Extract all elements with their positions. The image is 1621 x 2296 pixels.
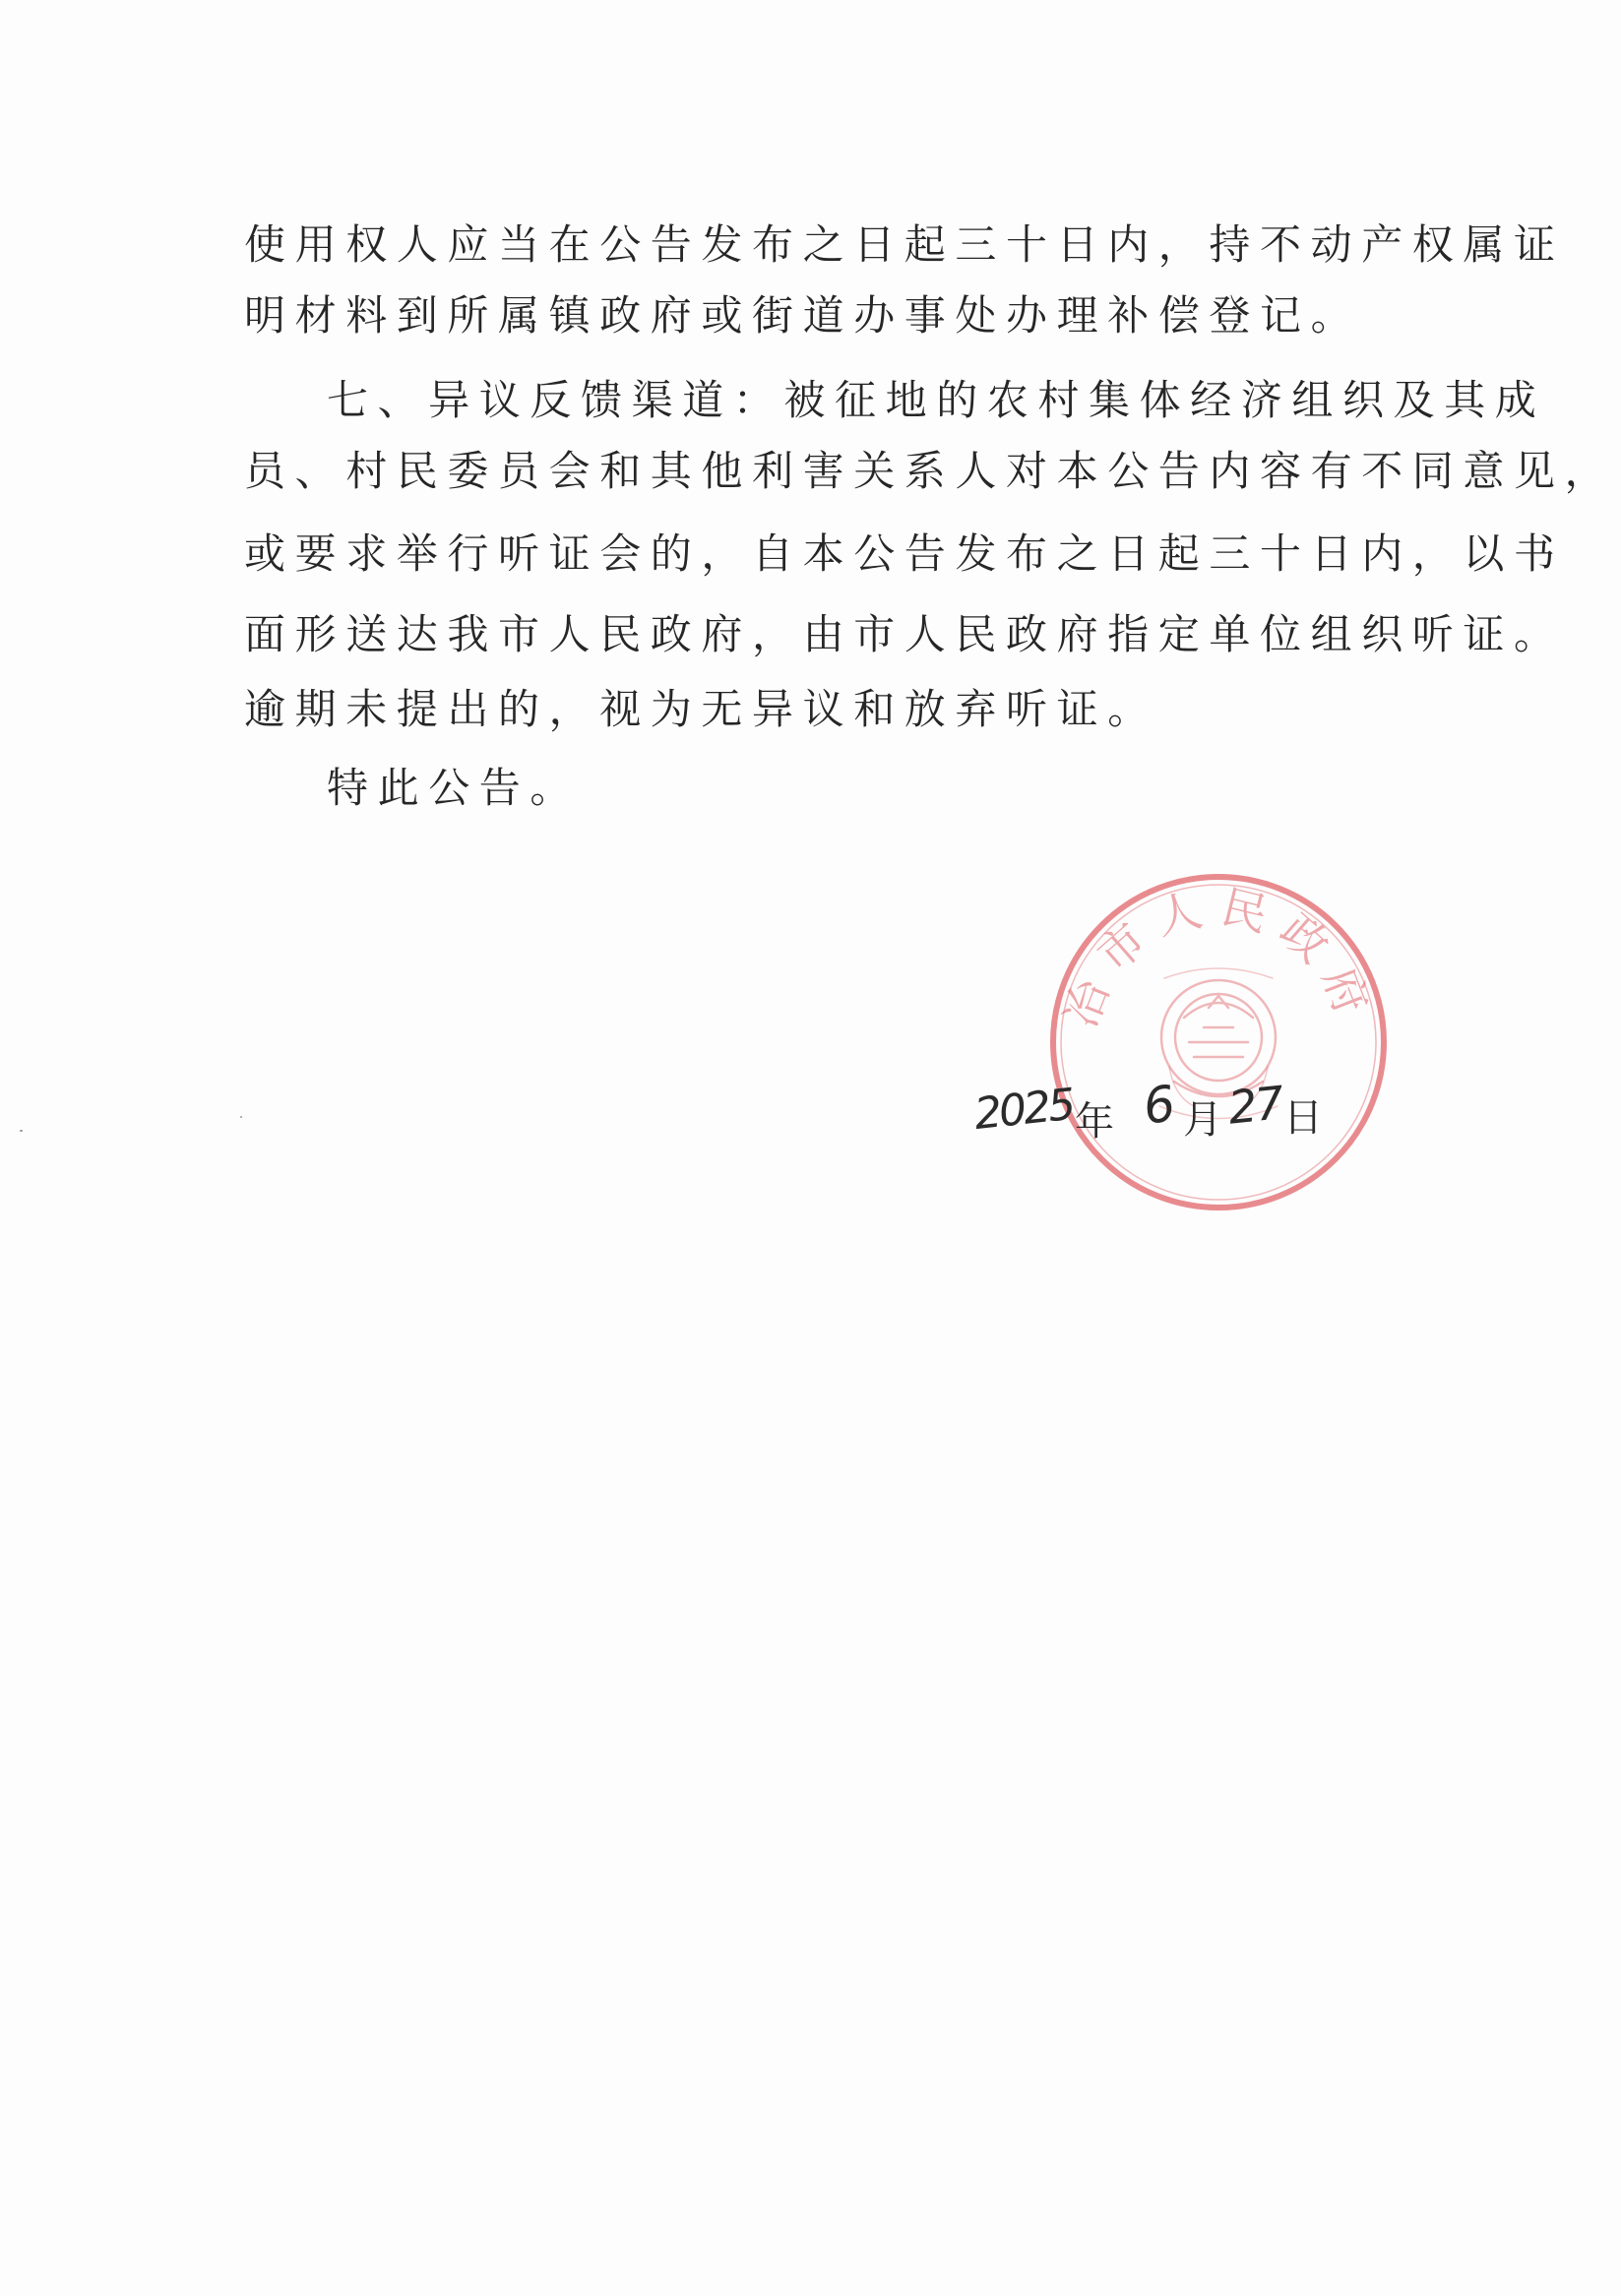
paragraph-line: 使用权人应当在公告发布之日起三十日内，持不动产权属证 — [244, 220, 1565, 269]
paragraph-line: 逾期未提出的，视为无异议和放弃听证。 — [244, 685, 1158, 733]
scan-speck — [240, 1116, 242, 1118]
seal-text: 冶市人民政府 — [1053, 879, 1384, 1034]
official-seal — [1046, 870, 1391, 1214]
date-year-unit: 年 — [1075, 1099, 1114, 1145]
paragraph-line: 明材料到所属镇政府或街道办事处办理补偿登记。 — [244, 291, 1362, 340]
closing-line: 特此公告。 — [327, 764, 582, 812]
date-month: 6 — [1140, 1075, 1179, 1136]
paragraph-line: 七、异议反馈渠道：被征地的农村集体经济组织及其成 — [327, 376, 1546, 424]
paragraph-line: 面形送达我市人民政府，由市人民政府指定单位组织听证。 — [244, 610, 1565, 658]
paragraph-line: 或要求举行听证会的，自本公告发布之日起三十日内，以书 — [244, 529, 1565, 578]
date-month-unit: 月 — [1183, 1097, 1222, 1143]
date-day: 27 — [1225, 1076, 1285, 1135]
scan-speck — [20, 1130, 23, 1132]
date-year: 2025 — [971, 1079, 1076, 1141]
signature-date — [971, 1075, 1329, 1146]
paragraph-line: 员、村民委员会和其他利害关系人对本公告内容有不同意见， — [244, 447, 1616, 495]
date-day-unit: 日 — [1283, 1095, 1323, 1141]
